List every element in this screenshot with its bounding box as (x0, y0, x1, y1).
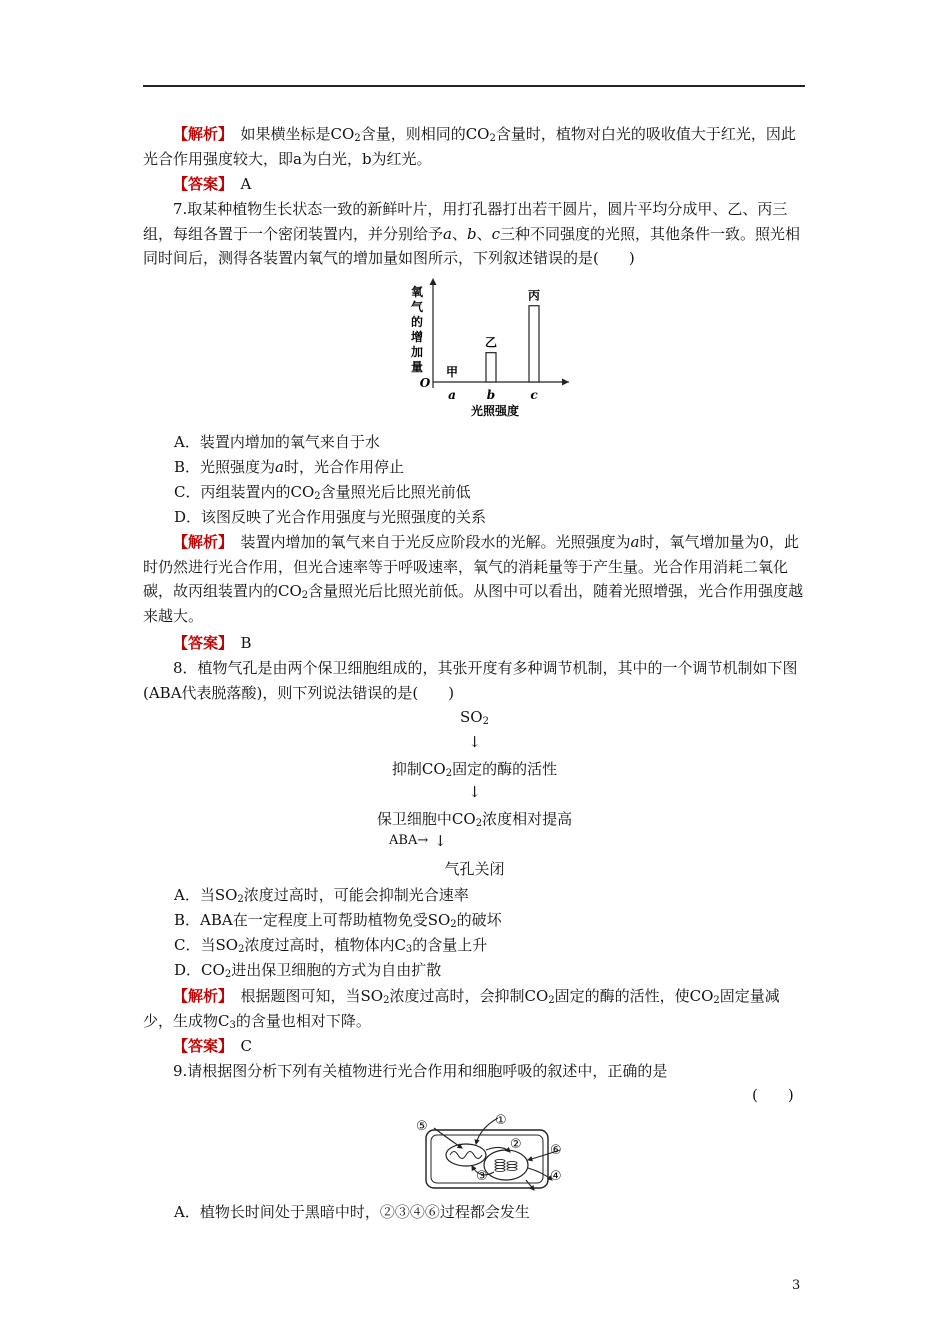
label-3: ③ (476, 1169, 488, 1184)
x-tick-a: a (448, 388, 456, 402)
q8-option-c: C．当$SO_2$浓度过高时，植物体内$C_3$的含量上升 (174, 936, 488, 955)
q9-answer-paren: ( ) (752, 1086, 794, 1104)
answer-value: A (240, 175, 252, 193)
y-axis-label-char: 增 (410, 330, 424, 344)
analysis-6: 【解析】 如果横坐标是$CO_2$含量，则相同的$CO_2$含量时，植物对白光的吸收值大于红光，因此光合作用强度较大，即a为白光，b为红光。 (143, 125, 796, 168)
q8-option-d: D．$CO_2$进出保卫细胞的方式为自由扩散 (174, 961, 442, 980)
cell-diagram (410, 1110, 575, 1196)
question-9-stem: 9.请根据图分析下列有关植物进行光合作用和细胞呼吸的叙述中，正确的是 (173, 1062, 668, 1080)
label-5: ⑤ (416, 1119, 428, 1134)
analysis-8: 【解析】 根据题图可知，当$SO_2$浓度过高时，会抑制$CO_2$固定的酶的活性，使$CO_2$固定量减少，生成物$C_3$的含量也相对下降。 (143, 987, 780, 1031)
header-rule (143, 85, 805, 87)
analysis-7: 【解析】 装置内增加的氧气来自于光反应阶段水的光解。光照强度为a时，氧气增加量为0，此时仍然进行光合作用，但光合速率等于呼吸速率，氧气的消耗量等于产生量。光合作用消耗二氧化碳，故丙组装置内的$CO_2$含量照光后比照光前低。从图中可以看出，随着光照增强，光合作用强度越来越大。 (143, 533, 804, 625)
label-2: ② (510, 1137, 522, 1152)
y-axis-arrow (430, 278, 437, 285)
answer-value: B (240, 634, 252, 652)
page-number: 3 (792, 1278, 801, 1293)
x-axis-arrow (562, 379, 569, 386)
x-tick-c: c (530, 388, 538, 402)
x-axis-label: 光照强度 (470, 404, 520, 418)
origin-label: O (419, 376, 431, 390)
bar-b (486, 353, 496, 382)
bar-c (529, 306, 539, 382)
bar-group-label: 甲 (445, 365, 459, 379)
flow-aba-label: ABA→ (389, 833, 429, 848)
flow-node-so2: $SO_2$ (460, 708, 489, 727)
flow-node-stomata: 气孔关闭 (444, 860, 505, 878)
q7-option-a: A．装置内增加的氧气来自于水 (174, 433, 380, 451)
label-1: ① (495, 1113, 507, 1128)
label-6: ⑥ (550, 1143, 562, 1158)
flow-node-enzyme: 抑制$CO_2$固定的酶的活性 (391, 760, 558, 779)
x-tick-b: b (486, 388, 496, 402)
answer-8: 【答案】 C (173, 1037, 253, 1055)
y-axis-label-char: 氧 (410, 285, 424, 299)
flow-arrow-2: ↓ (468, 783, 481, 801)
oxygen-bar-chart (395, 278, 595, 430)
q9-option-a: A．植物长时间处于黑暗中时，②③④⑥过程都会发生 (174, 1203, 530, 1221)
y-axis-label-char: 量 (410, 360, 424, 374)
analysis-tag: 【解析】 (173, 125, 226, 143)
flow-node-co2: 保卫细胞中$CO_2$浓度相对提高 (376, 810, 573, 829)
flow-arrow-3: ↓ (434, 832, 447, 850)
q8-option-b: B．ABA在一定程度上可帮助植物免受$SO_2$的破坏 (174, 911, 502, 930)
answer-6: 【答案】 A (173, 175, 252, 193)
label-4: ④ (550, 1169, 562, 1184)
q8-option-a: A．当$SO_2$浓度过高时，可能会抑制光合速率 (174, 886, 469, 905)
bar-group-label: 丙 (527, 288, 541, 303)
y-axis-label-char: 的 (410, 315, 424, 329)
bar-group-label: 乙 (484, 335, 498, 350)
q7-option-d: D．该图反映了光合作用强度与光照强度的关系 (174, 508, 487, 526)
answer-value: C (240, 1037, 253, 1055)
y-axis-label-char: 加 (410, 345, 424, 359)
answer-7: 【答案】 B (173, 634, 252, 652)
question-8-stem: 8．植物气孔是由两个保卫细胞组成的，其张开度有多种调节机制，其中的一个调节机制如下图(ABA代表脱落酸)，则下列说法错误的是( ) (143, 659, 798, 702)
q7-option-b: B．光照强度为a时，光合作用停止 (174, 458, 404, 476)
q7-option-c: C．丙组装置内的$CO_2$含量照光后比照光前低 (174, 483, 471, 502)
chloroplast (484, 1150, 528, 1180)
flow-arrow-1: ↓ (468, 733, 481, 751)
question-7-stem: 7.取某种植物生长状态一致的新鲜叶片，用打孔器打出若干圆片，圆片平均分成甲、乙、丙三组，每组各置于一个密闭装置内，并分别给予a、b、c三种不同强度的光照，其他条件一致。照光相同时间后，测得各装置内氧气的增加量如图所示，下列叙述错误的是( ) (143, 200, 801, 267)
y-axis-label-char: 气 (410, 300, 424, 314)
